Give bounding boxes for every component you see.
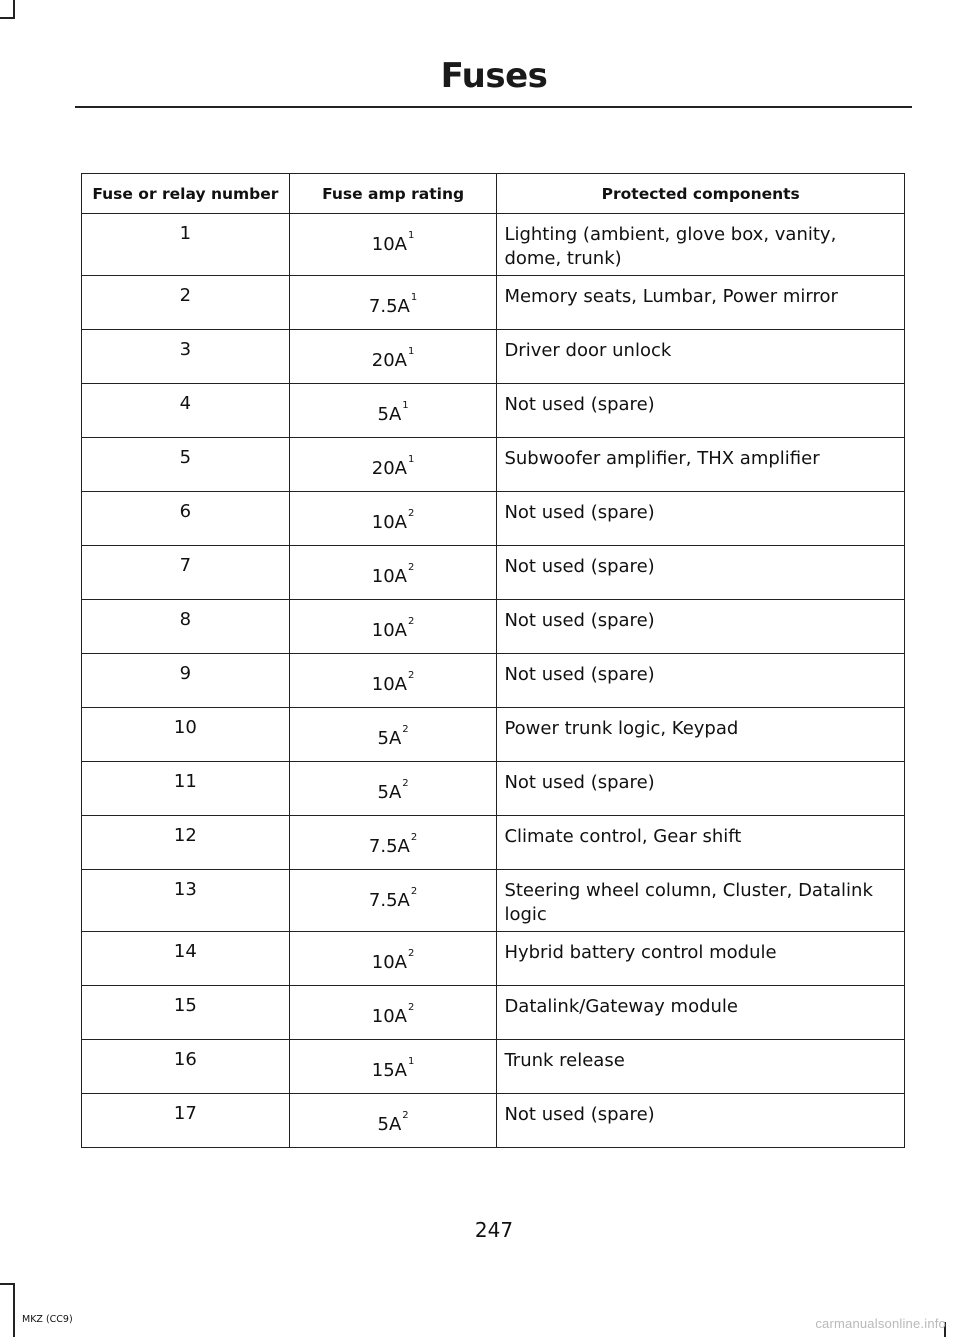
header-divider bbox=[75, 106, 912, 108]
table-row bbox=[82, 870, 905, 932]
table-row bbox=[82, 654, 905, 708]
footnote-marker: 2 bbox=[408, 670, 415, 681]
table-row bbox=[82, 816, 905, 870]
fuse-amp-cell bbox=[289, 932, 497, 986]
footnote-marker: 2 bbox=[408, 562, 415, 573]
protected-component: Not used (spare) bbox=[497, 654, 905, 708]
fuse-amp-rating: 5A bbox=[377, 404, 402, 425]
fuse-amp-rating: 20A bbox=[371, 458, 407, 479]
fuse-amp-rating: 10A bbox=[371, 620, 407, 641]
fuse-number: 16 bbox=[82, 1040, 290, 1094]
protected-component: Power trunk logic, Keypad bbox=[497, 708, 905, 762]
fuse-amp-cell bbox=[289, 600, 497, 654]
table-header-row bbox=[82, 174, 905, 214]
fuse-amp-cell bbox=[289, 214, 497, 276]
fuse-amp-cell bbox=[289, 870, 497, 932]
table-row bbox=[82, 276, 905, 330]
fuse-number: 15 bbox=[82, 986, 290, 1040]
fuse-number: 14 bbox=[82, 932, 290, 986]
fuse-amp-cell bbox=[289, 1040, 497, 1094]
footnote-marker: 2 bbox=[402, 1110, 409, 1121]
model-code: MKZ (CC9) bbox=[22, 1314, 73, 1325]
fuse-amp-cell bbox=[289, 276, 497, 330]
table-row bbox=[82, 330, 905, 384]
fuse-amp-cell bbox=[289, 986, 497, 1040]
fuse-amp-rating: 15A bbox=[371, 1060, 407, 1081]
fuse-amp-cell bbox=[289, 438, 497, 492]
fuse-number: 6 bbox=[82, 492, 290, 546]
protected-component: Memory seats, Lumbar, Power mirror bbox=[497, 276, 905, 330]
footnote-marker: 1 bbox=[402, 400, 409, 411]
footnote-marker: 1 bbox=[408, 1056, 415, 1067]
fuse-amp-cell bbox=[289, 384, 497, 438]
protected-component: Subwoofer amplifier, THX amplifier bbox=[497, 438, 905, 492]
protected-component: Climate control, Gear shift bbox=[497, 816, 905, 870]
footnote-marker: 2 bbox=[410, 886, 418, 897]
footnote-marker: 1 bbox=[408, 346, 415, 357]
watermark: carmanualsonline.info bbox=[815, 1316, 946, 1331]
table-row bbox=[82, 546, 905, 600]
table-row bbox=[82, 438, 905, 492]
fuse-amp-cell bbox=[289, 546, 497, 600]
protected-component: Datalink/Gateway module bbox=[497, 986, 905, 1040]
fuse-number: 7 bbox=[82, 546, 290, 600]
protected-component: Not used (spare) bbox=[497, 546, 905, 600]
fuse-amp-cell bbox=[289, 1094, 497, 1148]
footnote-marker: 2 bbox=[408, 508, 415, 519]
footnote-marker: 1 bbox=[408, 230, 415, 241]
footnote-marker: 2 bbox=[402, 724, 409, 735]
fuse-amp-rating: 10A bbox=[371, 952, 407, 973]
fuse-number: 3 bbox=[82, 330, 290, 384]
column-header-components: Protected components bbox=[497, 174, 905, 214]
fuse-amp-cell bbox=[289, 708, 497, 762]
protected-component: Not used (spare) bbox=[497, 492, 905, 546]
table-row bbox=[82, 986, 905, 1040]
fuse-number: 5 bbox=[82, 438, 290, 492]
table-row bbox=[82, 1040, 905, 1094]
table-row bbox=[82, 1094, 905, 1148]
protected-component: Steering wheel column, Cluster, Datalink logic bbox=[497, 870, 905, 932]
fuse-number: 2 bbox=[82, 276, 290, 330]
fuse-table bbox=[81, 173, 905, 1148]
fuse-amp-rating: 10A bbox=[371, 1006, 407, 1027]
footnote-marker: 1 bbox=[410, 292, 418, 303]
fuse-number: 9 bbox=[82, 654, 290, 708]
footnote-marker: 2 bbox=[410, 832, 418, 843]
footnote-marker: 1 bbox=[408, 454, 415, 465]
fuse-number: 8 bbox=[82, 600, 290, 654]
crop-mark bbox=[0, 1283, 15, 1285]
fuse-amp-rating: 10A bbox=[371, 566, 407, 587]
table-row bbox=[82, 932, 905, 986]
fuse-number: 13 bbox=[82, 870, 290, 932]
table-row bbox=[82, 384, 905, 438]
column-header-number: Fuse or relay number bbox=[82, 174, 290, 214]
protected-component: Hybrid battery control module bbox=[497, 932, 905, 986]
fuse-amp-rating: 10A bbox=[371, 674, 407, 695]
fuse-number: 11 bbox=[82, 762, 290, 816]
protected-component: Not used (spare) bbox=[497, 384, 905, 438]
table-row bbox=[82, 492, 905, 546]
fuse-amp-rating: 5A bbox=[377, 728, 402, 749]
table-row bbox=[82, 600, 905, 654]
table-row bbox=[82, 708, 905, 762]
fuse-number: 17 bbox=[82, 1094, 290, 1148]
fuse-amp-rating: 5A bbox=[377, 782, 402, 803]
crop-mark bbox=[13, 1283, 15, 1337]
fuse-number: 4 bbox=[82, 384, 290, 438]
fuse-amp-cell bbox=[289, 330, 497, 384]
protected-component: Not used (spare) bbox=[497, 1094, 905, 1148]
protected-component: Trunk release bbox=[497, 1040, 905, 1094]
fuse-amp-cell bbox=[289, 816, 497, 870]
fuse-amp-rating: 20A bbox=[371, 350, 407, 371]
crop-mark bbox=[0, 17, 15, 19]
footnote-marker: 2 bbox=[408, 948, 415, 959]
table-row bbox=[82, 762, 905, 816]
fuse-amp-cell bbox=[289, 762, 497, 816]
fuse-amp-rating: 10A bbox=[371, 512, 407, 533]
fuse-number: 1 bbox=[82, 214, 290, 276]
fuse-amp-rating: 7.5A bbox=[368, 890, 410, 911]
column-header-amp: Fuse amp rating bbox=[289, 174, 497, 214]
fuse-amp-rating: 7.5A bbox=[368, 836, 410, 857]
protected-component: Lighting (ambient, glove box, vanity, dome, trunk) bbox=[497, 214, 905, 276]
crop-mark bbox=[13, 0, 15, 18]
protected-component: Not used (spare) bbox=[497, 600, 905, 654]
fuse-number: 10 bbox=[82, 708, 290, 762]
footnote-marker: 2 bbox=[408, 616, 415, 627]
protected-component: Not used (spare) bbox=[497, 762, 905, 816]
fuse-amp-rating: 7.5A bbox=[368, 296, 410, 317]
table-row bbox=[82, 214, 905, 276]
fuse-amp-cell bbox=[289, 492, 497, 546]
footnote-marker: 2 bbox=[402, 778, 409, 789]
fuse-number: 12 bbox=[82, 816, 290, 870]
footnote-marker: 2 bbox=[408, 1002, 415, 1013]
page-title: Fuses bbox=[440, 56, 548, 96]
protected-component: Driver door unlock bbox=[497, 330, 905, 384]
fuse-amp-rating: 5A bbox=[377, 1114, 402, 1135]
fuse-amp-cell bbox=[289, 654, 497, 708]
fuse-amp-rating: 10A bbox=[371, 234, 407, 255]
page-number: 247 bbox=[474, 1218, 514, 1242]
